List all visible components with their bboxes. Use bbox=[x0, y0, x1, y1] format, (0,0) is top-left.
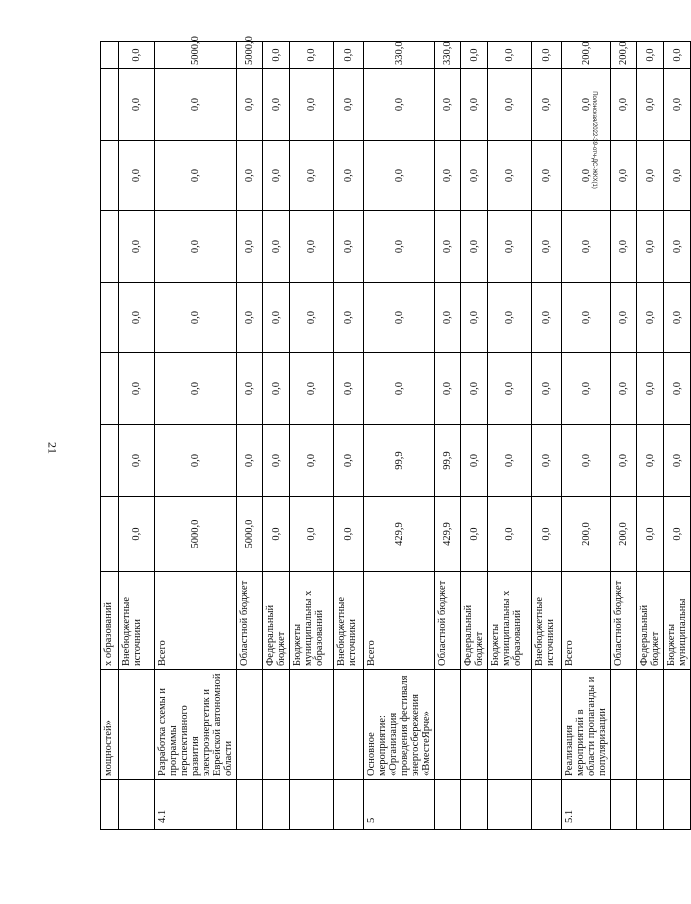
funding-source-cell: х образований bbox=[101, 572, 119, 670]
year-amount-cell: 330,0 bbox=[364, 42, 435, 69]
page-number: 21 bbox=[45, 442, 60, 454]
year-amount-cell: 0,0 bbox=[562, 141, 611, 211]
table-row bbox=[334, 42, 364, 830]
year-amount-cell: 0,0 bbox=[334, 42, 364, 69]
year-amount-cell: 0,0 bbox=[562, 211, 611, 283]
year-amount-cell: 0,0 bbox=[119, 353, 155, 425]
year-amount-cell: 0,0 bbox=[664, 353, 691, 425]
year-amount-cell: 0,0 bbox=[461, 69, 488, 141]
year-amount-cell: 0,0 bbox=[532, 141, 562, 211]
year-amount-cell: 0,0 bbox=[334, 353, 364, 425]
year-amount-cell: 0,0 bbox=[637, 141, 664, 211]
activity-name-cell bbox=[532, 670, 562, 780]
year-amount-cell: 0,0 bbox=[435, 353, 461, 425]
table-row bbox=[562, 42, 611, 830]
total-amount-cell: 5000,0 bbox=[237, 497, 263, 572]
year-amount-cell: 0,0 bbox=[290, 42, 334, 69]
activity-name-cell bbox=[119, 670, 155, 780]
funding-source-cell: Областной бюджет bbox=[435, 572, 461, 670]
year-amount-cell: 0,0 bbox=[664, 141, 691, 211]
year-amount-cell bbox=[101, 42, 119, 69]
total-amount-cell: 0,0 bbox=[664, 497, 691, 572]
year-amount-cell: 0,0 bbox=[334, 69, 364, 141]
total-amount-cell: 5000,0 bbox=[155, 497, 237, 572]
year-amount-cell: 0,0 bbox=[155, 141, 237, 211]
funding-source-cell: Бюджеты муниципальны х образований bbox=[488, 572, 532, 670]
year-amount-cell: 0,0 bbox=[290, 211, 334, 283]
year-amount-cell: 0,0 bbox=[364, 211, 435, 283]
year-amount-cell: 0,0 bbox=[237, 425, 263, 497]
year-amount-cell: 0,0 bbox=[334, 425, 364, 497]
year-amount-cell: 0,0 bbox=[637, 353, 664, 425]
table-row bbox=[101, 42, 119, 830]
year-amount-cell: 0,0 bbox=[611, 141, 637, 211]
year-amount-cell: 0,0 bbox=[562, 283, 611, 353]
year-amount-cell: 0,0 bbox=[155, 283, 237, 353]
year-amount-cell: 5000,0 bbox=[237, 42, 263, 69]
year-amount-cell: 0,0 bbox=[611, 283, 637, 353]
activity-name-cell: Разработка схемы и программы перспективного развития электроэнергетик и Еврейской автономной области bbox=[155, 670, 237, 780]
table-row bbox=[263, 42, 290, 830]
year-amount-cell: 0,0 bbox=[237, 283, 263, 353]
year-amount-cell: 0,0 bbox=[611, 211, 637, 283]
year-amount-cell: 0,0 bbox=[290, 283, 334, 353]
year-amount-cell: 0,0 bbox=[532, 283, 562, 353]
year-amount-cell: 0,0 bbox=[461, 353, 488, 425]
row-number-cell: 5.1 bbox=[562, 780, 611, 830]
row-number-cell: 5 bbox=[364, 780, 435, 830]
activity-name-cell bbox=[435, 670, 461, 780]
total-amount-cell: 0,0 bbox=[290, 497, 334, 572]
total-amount-cell: 0,0 bbox=[488, 497, 532, 572]
row-number-cell bbox=[532, 780, 562, 830]
year-amount-cell: 0,0 bbox=[488, 211, 532, 283]
year-amount-cell: 0,0 bbox=[461, 42, 488, 69]
total-amount-cell: 429,9 bbox=[364, 497, 435, 572]
year-amount-cell: 0,0 bbox=[263, 283, 290, 353]
activity-name-cell bbox=[263, 670, 290, 780]
footer-document-code: Полонская/2022-39-отч-ДС-ЖКХ(1) bbox=[591, 91, 597, 189]
table-row bbox=[237, 42, 263, 830]
row-number-cell bbox=[461, 780, 488, 830]
year-amount-cell: 0,0 bbox=[364, 283, 435, 353]
year-amount-cell bbox=[101, 425, 119, 497]
total-amount-cell: 200,0 bbox=[611, 497, 637, 572]
year-amount-cell: 0,0 bbox=[562, 425, 611, 497]
year-amount-cell: 0,0 bbox=[263, 211, 290, 283]
total-amount-cell: 0,0 bbox=[637, 497, 664, 572]
table-row bbox=[461, 42, 488, 830]
year-amount-cell: 0,0 bbox=[155, 425, 237, 497]
activity-name-cell: Реализация мероприятий в области пропаганды и популяризации bbox=[562, 670, 611, 780]
total-amount-cell: 0,0 bbox=[263, 497, 290, 572]
year-amount-cell: 0,0 bbox=[334, 211, 364, 283]
year-amount-cell: 0,0 bbox=[119, 211, 155, 283]
year-amount-cell: 0,0 bbox=[637, 425, 664, 497]
year-amount-cell bbox=[101, 211, 119, 283]
year-amount-cell: 0,0 bbox=[488, 425, 532, 497]
row-number-cell: 4.1 bbox=[155, 780, 237, 830]
total-amount-cell: 429,9 bbox=[435, 497, 461, 572]
year-amount-cell: 0,0 bbox=[664, 425, 691, 497]
row-number-cell bbox=[334, 780, 364, 830]
year-amount-cell: 0,0 bbox=[562, 69, 611, 141]
year-amount-cell: 0,0 bbox=[488, 69, 532, 141]
table-row bbox=[488, 42, 532, 830]
row-number-cell bbox=[435, 780, 461, 830]
funding-source-cell: Федеральный бюджет bbox=[263, 572, 290, 670]
row-number-cell bbox=[488, 780, 532, 830]
funding-source-cell: Всего bbox=[364, 572, 435, 670]
year-amount-cell: 5000,0 bbox=[155, 42, 237, 69]
year-amount-cell: 0,0 bbox=[637, 42, 664, 69]
year-amount-cell: 0,0 bbox=[488, 353, 532, 425]
activity-name-cell bbox=[664, 670, 691, 780]
year-amount-cell: 0,0 bbox=[364, 69, 435, 141]
year-amount-cell: 0,0 bbox=[119, 42, 155, 69]
year-amount-cell: 0,0 bbox=[290, 353, 334, 425]
funding-source-cell: Всего bbox=[155, 572, 237, 670]
year-amount-cell: 0,0 bbox=[364, 353, 435, 425]
year-amount-cell: 0,0 bbox=[435, 69, 461, 141]
table-row bbox=[664, 42, 691, 830]
year-amount-cell: 0,0 bbox=[611, 353, 637, 425]
row-number-cell bbox=[637, 780, 664, 830]
activity-name-cell bbox=[334, 670, 364, 780]
year-amount-cell: 0,0 bbox=[637, 283, 664, 353]
year-amount-cell: 330,0 bbox=[435, 42, 461, 69]
table-row bbox=[364, 42, 435, 830]
year-amount-cell: 0,0 bbox=[334, 283, 364, 353]
row-number-cell bbox=[101, 780, 119, 830]
table-row bbox=[435, 42, 461, 830]
funding-source-cell: Внебюджетные источники bbox=[334, 572, 364, 670]
year-amount-cell: 0,0 bbox=[664, 211, 691, 283]
budget-table bbox=[100, 36, 691, 830]
funding-source-cell: Внебюджетные источники bbox=[532, 572, 562, 670]
year-amount-cell bbox=[101, 283, 119, 353]
year-amount-cell: 0,0 bbox=[488, 42, 532, 69]
activity-name-cell bbox=[461, 670, 488, 780]
funding-source-cell: Бюджеты муниципальны х образований bbox=[290, 572, 334, 670]
row-number-cell bbox=[119, 780, 155, 830]
year-amount-cell: 0,0 bbox=[263, 425, 290, 497]
year-amount-cell: 0,0 bbox=[532, 42, 562, 69]
year-amount-cell: 0,0 bbox=[237, 141, 263, 211]
funding-source-cell: Всего bbox=[562, 572, 611, 670]
funding-source-cell: Областной бюджет bbox=[611, 572, 637, 670]
year-amount-cell: 0,0 bbox=[664, 283, 691, 353]
funding-source-cell: Бюджеты муниципальны bbox=[664, 572, 691, 670]
activity-name-cell: мощностей» bbox=[101, 670, 119, 780]
year-amount-cell: 0,0 bbox=[488, 141, 532, 211]
year-amount-cell: 0,0 bbox=[290, 141, 334, 211]
total-amount-cell: 0,0 bbox=[119, 497, 155, 572]
year-amount-cell bbox=[101, 69, 119, 141]
year-amount-cell: 0,0 bbox=[237, 353, 263, 425]
activity-name-cell bbox=[637, 670, 664, 780]
funding-source-cell: Областной бюджет bbox=[237, 572, 263, 670]
year-amount-cell: 0,0 bbox=[562, 353, 611, 425]
year-amount-cell: 0,0 bbox=[488, 283, 532, 353]
year-amount-cell: 0,0 bbox=[290, 425, 334, 497]
activity-name-cell: Основное мероприятие: «Организация проведения фестиваля энергосбережения «ВместеЯрче» bbox=[364, 670, 435, 780]
year-amount-cell: 0,0 bbox=[461, 425, 488, 497]
table-row bbox=[637, 42, 664, 830]
table-row bbox=[532, 42, 562, 830]
row-number-cell bbox=[237, 780, 263, 830]
year-amount-cell: 0,0 bbox=[119, 69, 155, 141]
year-amount-cell: 0,0 bbox=[155, 69, 237, 141]
year-amount-cell: 0,0 bbox=[435, 283, 461, 353]
table-row bbox=[119, 42, 155, 830]
total-amount-cell: 0,0 bbox=[532, 497, 562, 572]
funding-source-cell: Федеральный бюджет bbox=[461, 572, 488, 670]
activity-name-cell bbox=[611, 670, 637, 780]
funding-source-cell: Внебюджетные источники bbox=[119, 572, 155, 670]
year-amount-cell: 0,0 bbox=[435, 141, 461, 211]
year-amount-cell: 200,0 bbox=[562, 42, 611, 69]
budget-table-body bbox=[101, 36, 691, 830]
year-amount-cell: 0,0 bbox=[461, 211, 488, 283]
year-amount-cell bbox=[101, 141, 119, 211]
year-amount-cell: 0,0 bbox=[664, 42, 691, 69]
year-amount-cell: 0,0 bbox=[461, 283, 488, 353]
year-amount-cell: 0,0 bbox=[532, 425, 562, 497]
row-number-cell bbox=[290, 780, 334, 830]
year-amount-cell bbox=[101, 353, 119, 425]
activity-name-cell bbox=[237, 670, 263, 780]
year-amount-cell: 0,0 bbox=[611, 425, 637, 497]
total-amount-cell: 0,0 bbox=[461, 497, 488, 572]
funding-source-cell: Федеральный бюджет bbox=[637, 572, 664, 670]
year-amount-cell: 0,0 bbox=[119, 425, 155, 497]
year-amount-cell: 0,0 bbox=[155, 211, 237, 283]
year-amount-cell: 0,0 bbox=[532, 69, 562, 141]
year-amount-cell: 99,9 bbox=[364, 425, 435, 497]
row-number-cell bbox=[263, 780, 290, 830]
year-amount-cell: 0,0 bbox=[290, 69, 334, 141]
year-amount-cell: 0,0 bbox=[237, 211, 263, 283]
year-amount-cell: 0,0 bbox=[263, 42, 290, 69]
year-amount-cell: 99,9 bbox=[435, 425, 461, 497]
year-amount-cell: 0,0 bbox=[611, 69, 637, 141]
total-amount-cell: 200,0 bbox=[562, 497, 611, 572]
year-amount-cell: 0,0 bbox=[237, 69, 263, 141]
table-row bbox=[155, 42, 237, 830]
year-amount-cell: 0,0 bbox=[119, 141, 155, 211]
year-amount-cell: 0,0 bbox=[155, 353, 237, 425]
year-amount-cell: 0,0 bbox=[664, 69, 691, 141]
activity-name-cell bbox=[488, 670, 532, 780]
year-amount-cell: 200,0 bbox=[611, 42, 637, 69]
year-amount-cell: 0,0 bbox=[263, 353, 290, 425]
year-amount-cell: 0,0 bbox=[119, 283, 155, 353]
year-amount-cell: 0,0 bbox=[263, 69, 290, 141]
year-amount-cell: 0,0 bbox=[637, 69, 664, 141]
year-amount-cell: 0,0 bbox=[532, 211, 562, 283]
year-amount-cell: 0,0 bbox=[461, 141, 488, 211]
year-amount-cell: 0,0 bbox=[637, 211, 664, 283]
row-number-cell bbox=[664, 780, 691, 830]
activity-name-cell bbox=[290, 670, 334, 780]
total-amount-cell bbox=[101, 497, 119, 572]
total-amount-cell: 0,0 bbox=[334, 497, 364, 572]
year-amount-cell: 0,0 bbox=[532, 353, 562, 425]
table-row bbox=[611, 42, 637, 830]
row-number-cell bbox=[611, 780, 637, 830]
table-row bbox=[290, 42, 334, 830]
year-amount-cell: 0,0 bbox=[435, 211, 461, 283]
year-amount-cell: 0,0 bbox=[263, 141, 290, 211]
year-amount-cell: 0,0 bbox=[334, 141, 364, 211]
year-amount-cell: 0,0 bbox=[364, 141, 435, 211]
